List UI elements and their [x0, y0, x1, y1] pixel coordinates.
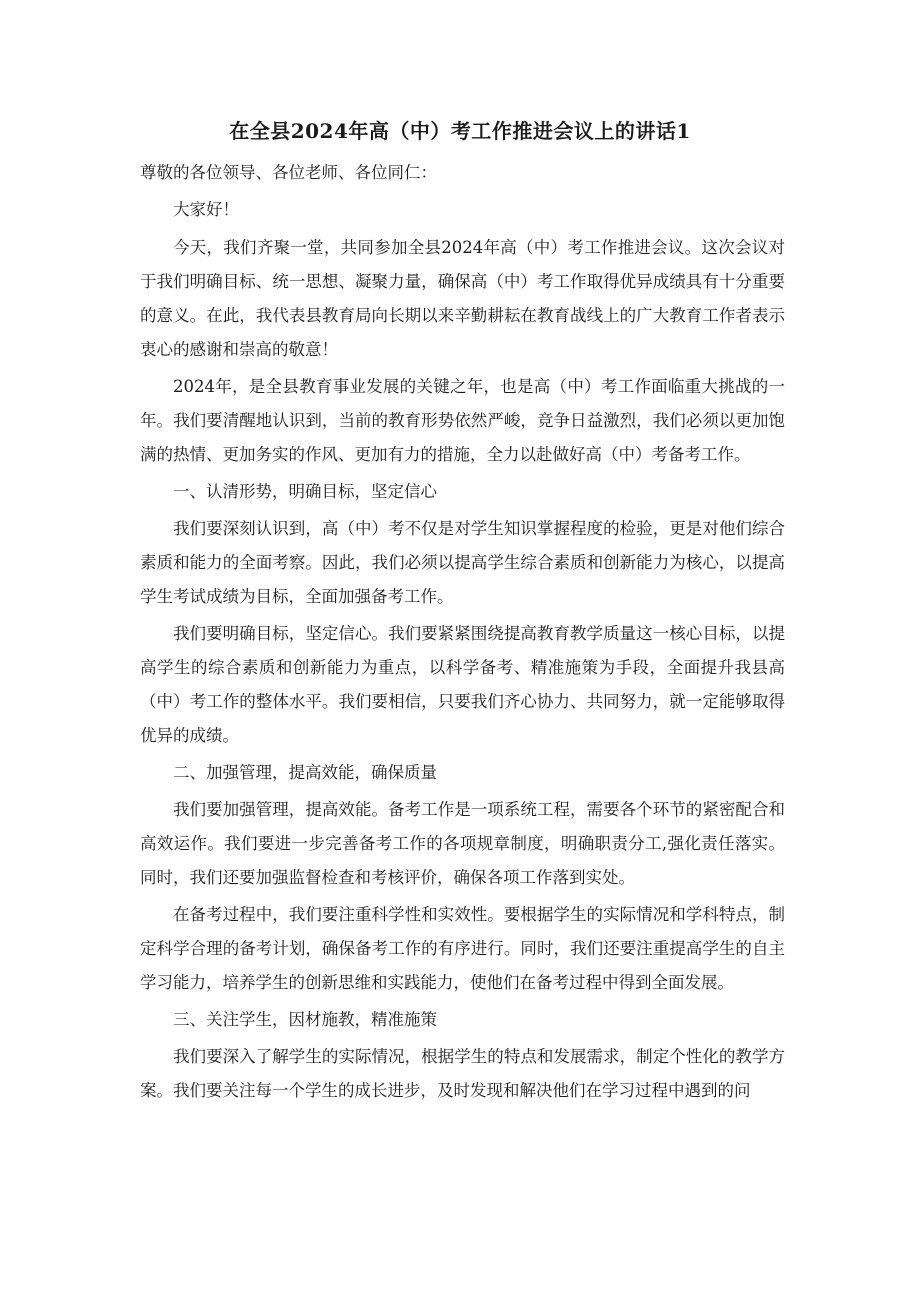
section-heading-3: 三、关注学生，因材施教，精准施策	[173, 1010, 437, 1029]
paragraph: 我们要深入了解学生的实际情况，根据学生的特点和发展需求，制定个性化的教学方案。我们要关注每一个学生的成长进步，及时发现和解决他们在学习过程中遇到的问	[140, 1047, 785, 1100]
document-title: 在全县2024年高（中）考工作推进会议上的讲话1	[229, 119, 691, 143]
paragraph: 我们要深刻认识到，高（中）考不仅是对学生知识掌握程度的检验，更是对他们综合素质和能力的全面考察。因此，我们必须以提高学生综合素质和创新能力为核心，以提高学生考试成绩为目标，全面加强备考工作。	[140, 519, 785, 606]
paragraph: 在备考过程中，我们要注重科学性和实效性。要根据学生的实际情况和学科特点，制定科学合理的备考计划，确保备考工作的有序进行。同时，我们还要注重提高学生的自主学习能力，培养学生的创新思维和实践能力，使他们在备考过程中得到全面发展。	[140, 905, 785, 992]
paragraph-context: 2024年，是全县教育事业发展的关键之年，也是高（中）考工作面临重大挑战的一年。我们要清醒地认识到，当前的教育形势依然严峻，竞争日益激烈，我们必须以更加饱满的热情、更加务实的作风、更加有力的措施，全力以赴做好高（中）考备考工作。	[140, 377, 785, 464]
greeting: 大家好！	[173, 200, 239, 219]
salutation: 尊敬的各位领导、各位老师、各位同仁：	[140, 163, 437, 182]
paragraph: 我们要加强管理，提高效能。备考工作是一项系统工程，需要各个环节的紧密配合和高效运作。我们要进一步完善备考工作的各项规章制度，明确职责分工,强化责任落实。同时，我们还要加强监督检查和考核评价，确保各项工作落到实处。	[140, 800, 785, 887]
paragraph: 我们要明确目标，坚定信心。我们要紧紧围绕提高教育教学质量这一核心目标，以提高学生的综合素质和创新能力为重点，以科学备考、精准施策为手段，全面提升我县高（中）考工作的整体水平。我们要相信，只要我们齐心协力、共同努力，就一定能够取得优异的成绩。	[140, 624, 785, 745]
section-heading-1: 一、认清形势，明确目标，坚定信心	[173, 482, 437, 501]
paragraph-opening: 今天，我们齐聚一堂，共同参加全县2024年高（中）考工作推进会议。这次会议对于我们明确目标、统一思想、凝聚力量，确保高（中）考工作取得优异成绩具有十分重要的意义。在此，我代表县教育局向长期以来辛勤耕耘在教育战线上的广大教育工作者表示衷心的感谢和崇高的敬意！	[140, 238, 785, 359]
document-body	[140, 156, 785, 1111]
section-heading-2: 二、加强管理，提高效能，确保质量	[173, 763, 437, 782]
